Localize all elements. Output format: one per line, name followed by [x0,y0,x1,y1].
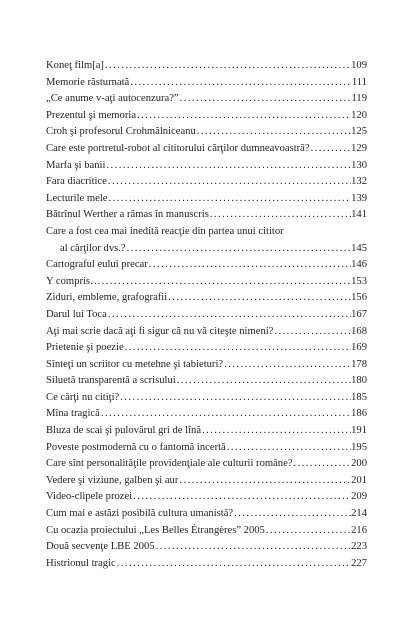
toc-entry-continuation [46,241,367,258]
toc-entry-page: 156 [351,292,367,304]
dot-leader [167,290,351,307]
dot-leader [136,108,351,125]
dot-leader [178,473,351,490]
toc-entry [46,324,367,341]
toc-entry-title: Ziduri, embleme, grafografii [46,292,168,304]
dot-leader [201,423,351,440]
toc-entry-title: Mîna tragică [46,408,100,420]
toc-entry [46,307,367,324]
toc-entry-page: 125 [351,126,367,138]
toc-entry [46,340,367,357]
toc-entry-title: Care sînt personalităţile providenţiale ale culturii române? [46,458,293,470]
toc-entry-page: 209 [351,491,367,503]
dot-leader [107,191,351,208]
toc-entry-title: Care a fost cea mai inedită reacţie din partea unui cititor [46,225,284,237]
toc-entry [46,506,367,523]
toc-entry-page: 139 [351,192,367,204]
toc-entry [46,473,367,490]
dot-leader [265,523,351,540]
toc-entry-title: Siluetă transparentă a scrisului [46,375,176,387]
toc-entry-title: Prietenie şi poezie [46,342,124,354]
toc-entry-title: Histrionul tragic [46,557,116,569]
toc-entry-title: Care este portretul-robot al cititorului cărţilor dumneavoastră? [46,142,310,154]
toc-entry [46,58,367,75]
toc-entry-page: 201 [351,474,367,486]
toc-entry-page: 223 [351,541,367,553]
toc-entry-page: 132 [351,176,367,188]
toc-entry-page: 186 [351,408,367,420]
toc-entry [46,357,367,374]
toc-entry [46,108,367,125]
toc-entry-page: 120 [351,109,367,121]
toc-entry-page: 169 [351,342,367,354]
toc-entry-title: Ce cărţi nu citiţi? [46,391,120,403]
toc-entry [46,91,367,108]
toc-entry [46,257,367,274]
toc-entry [46,191,367,208]
toc-entry-page: 153 [351,275,367,287]
toc-entry [46,556,367,573]
toc-entry [46,440,367,457]
toc-entry [46,141,367,158]
toc-entry-page: 178 [351,358,367,370]
toc-entry-page: 200 [351,458,367,470]
dot-leader [116,556,351,573]
dot-leader [107,174,351,191]
dot-leader [119,390,351,407]
toc-entry-page: 191 [351,425,367,437]
dot-leader [104,58,351,75]
dot-leader [233,506,351,523]
dot-leader [129,75,352,92]
toc-entry-title: Aţi mai scrie dacă aţi fi sigur că nu vă citeşte nimeni? [46,325,274,337]
toc-entry-title: Memorie răsturnată [46,76,130,88]
dot-leader [293,456,352,473]
dot-leader [196,124,351,141]
toc-entry-page: 129 [351,142,367,154]
dot-leader [124,340,351,357]
toc-entry [46,174,367,191]
dot-leader [155,539,352,556]
toc-entry-page: 167 [351,308,367,320]
toc-entry-title: Y compris… [46,275,101,287]
toc-entry-title: Două secvenţe LBE 2005 [46,541,155,553]
dot-leader [132,489,351,506]
toc-entry-title: Lecturile mele [46,192,108,204]
dot-leader [126,241,352,258]
toc-entry-title: Video-clipele prozei [46,491,133,503]
toc-entry-page: 141 [351,209,367,221]
toc-entry-title: Cum mai e astăzi posibilă cultura umanistă? [46,508,234,520]
toc-entry [46,390,367,407]
toc-entry-title: Cu ocazia proiectului „Les Belles Étrangères” 2005 [46,524,265,536]
dot-leader [148,257,351,274]
toc-entry [46,158,367,175]
dot-leader [105,158,351,175]
toc-entry [46,290,367,307]
dot-leader [100,406,351,423]
toc-entry-page: 146 [351,259,367,271]
dot-leader [107,307,351,324]
toc-entry-title: Marfa şi banii [46,159,106,171]
toc-entry-page: 119 [351,93,367,105]
toc-entry-page: 180 [351,375,367,387]
toc-entry-title-cont: al cărţilor dvs.? [60,242,126,254]
toc-entry-title: Bluza de scai şi pulovărul gri de lînă [46,425,202,437]
dot-leader [179,91,352,108]
toc-entry-title: „Ce anume v-aţi autocenzura?” [46,93,179,105]
toc-entry-page: 216 [351,524,367,536]
toc-entry [46,406,367,423]
toc-entry [46,523,367,540]
dot-leader [176,373,351,390]
dot-leader [101,274,351,291]
toc-entry-page: 168 [351,325,367,337]
toc-entry [46,75,367,92]
toc-entry [46,456,367,473]
toc-entry [46,224,367,257]
toc-entry-page: 195 [351,441,367,453]
toc-entry [46,207,367,224]
toc-entry-page: 111 [351,76,367,88]
toc-entry [46,539,367,556]
toc-entry-title: Bătrînul Werther a rămas în manuscris [46,209,209,221]
toc-entry-title: Sînteţi un scriitor cu metehne şi tabieturi? [46,358,224,370]
toc-entry-page: 227 [351,557,367,569]
toc-entry-page: 130 [351,159,367,171]
toc-entry-page: 109 [351,60,367,71]
table-of-contents [46,58,367,572]
dot-leader [310,141,352,158]
dot-leader [226,440,351,457]
toc-entry-page: 214 [351,508,367,520]
toc-entry [46,423,367,440]
toc-entry [46,489,367,506]
toc-entry-title: Prezentul şi memoria [46,109,137,121]
toc-entry [46,124,367,141]
toc-entry-title: Koneţ film[a] [46,60,104,71]
toc-entry-title: Poveste postmodernă cu o fantomă incertă [46,441,226,453]
toc-entry-title: Fara diacritice [46,176,107,188]
toc-entry-page: 145 [351,242,367,254]
dot-leader [223,357,351,374]
dot-leader [209,207,351,224]
dot-leader [273,324,351,341]
toc-entry-title: Vedere şi viziune, galben şi aur [46,474,179,486]
toc-entry [46,373,367,390]
toc-entry [46,274,367,291]
toc-entry-page: 185 [351,391,367,403]
toc-entry-title: Darul lui Toca [46,308,107,320]
toc-entry-title: Croh şi profesorul Crohmălniceanu [46,126,196,138]
toc-entry-title: Cartograful eului precar [46,259,148,271]
